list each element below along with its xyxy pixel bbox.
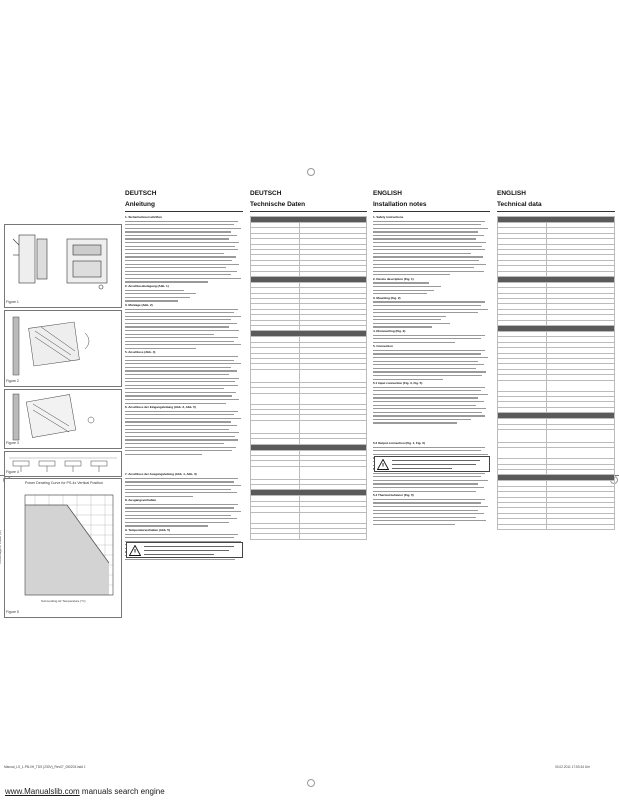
section-title: 5.2 Output connection (Fig. 1, Fig. 3) <box>373 441 425 446</box>
column-2-language: DEUTSCH <box>250 190 282 197</box>
section-title: 5.4 Thermal behavior (Fig. 5) <box>373 493 414 498</box>
figure-5-label: Figure 5 <box>6 610 19 614</box>
manualslib-link[interactable]: www.Manualslib.com <box>5 787 80 796</box>
warning-triangle-icon <box>129 545 141 556</box>
section-title: 4. Dismounting (Fig. 3) <box>373 328 406 333</box>
column-3-language: ENGLISH <box>373 190 402 197</box>
column-1-title: Anleitung <box>125 201 155 208</box>
registration-mark-icon <box>307 779 315 787</box>
figure-2-drawing <box>5 311 121 386</box>
figure-3 <box>4 389 122 449</box>
figure-1-drawing <box>5 225 121 307</box>
derating-x-label: Surrounding Air Temperature (°C) <box>41 599 86 603</box>
figure-1 <box>4 224 122 308</box>
column-3-rule <box>373 211 490 212</box>
registration-mark-icon <box>307 168 315 176</box>
spec-table-en <box>497 216 615 530</box>
figure-5 <box>4 478 122 618</box>
section-title: 1. Safety instructions <box>373 215 404 219</box>
column-1-rule <box>125 211 243 212</box>
column-2-rule <box>250 211 367 212</box>
section-title: 5. Connection <box>373 344 393 349</box>
warning-box-en <box>374 456 490 472</box>
derating-y-label <box>0 530 2 564</box>
derating-chart-title: Power Derating Curve for PS-4x Vertical Position <box>25 481 103 485</box>
warning-box-de <box>126 542 243 558</box>
figure-4 <box>4 451 122 477</box>
figure-2 <box>4 310 122 387</box>
section-title: 2. Anschlussbelegung (Abb. 1) <box>125 284 169 288</box>
derating-chart <box>5 485 121 615</box>
warning-triangle-icon <box>377 459 389 470</box>
section-title: 6. Anschluss der Eingangsleitung (Abb. 3, Abb. 5) <box>125 405 196 410</box>
derating-area <box>25 505 109 595</box>
column-3-title: Installation notes <box>373 201 427 208</box>
column-4-title: Technical data <box>497 201 542 208</box>
section-title: 5. Anschluss (Abb. 4) <box>125 350 156 355</box>
spec-table-de <box>250 216 367 540</box>
section-title: 5.1 Input connection (Fig. 3, Fig. 5) <box>373 381 423 386</box>
section-title: 9. Temperaturverhalten (Abb. 5) <box>125 527 170 532</box>
figure-4-drawing <box>5 452 121 476</box>
column-1-language: DEUTSCH <box>125 190 157 197</box>
figure-2-label: Figure 2 <box>6 379 19 383</box>
column-2-title: Technische Daten <box>250 201 306 208</box>
figure-3-drawing <box>5 390 121 448</box>
column-4-rule <box>497 211 615 212</box>
section-title: 8. Ausgangsverhalten <box>125 498 157 503</box>
figure-1-label: Figure 1 <box>6 300 19 304</box>
footer-file-info: Manual_LS_1-PB-0H_TDS (230V)_Rev07_050203.indd 1 <box>4 765 86 769</box>
manualslib-watermark <box>5 787 165 796</box>
column-3-text <box>373 214 490 614</box>
column-4-language: ENGLISH <box>497 190 526 197</box>
section-title: 2. Device description (Fig. 1) <box>373 276 414 281</box>
section-title: 7. Anschluss der Ausgangsleitung (Abb. 1, Abb. 3) <box>125 472 197 477</box>
section-title: 3. Montage (Abb. 2) <box>125 302 153 307</box>
figure-4-label: Figure 4 <box>6 470 19 474</box>
section-title: 1. Sicherheitsvorschriften <box>125 215 162 219</box>
footer-timestamp: 03.02.2011 17:53:34 Uhr <box>555 765 591 769</box>
figure-3-label: Figure 3 <box>6 441 19 445</box>
section-title: 3. Mounting (Fig. 2) <box>373 295 401 300</box>
manualslib-suffix: manuals search engine <box>79 787 165 796</box>
